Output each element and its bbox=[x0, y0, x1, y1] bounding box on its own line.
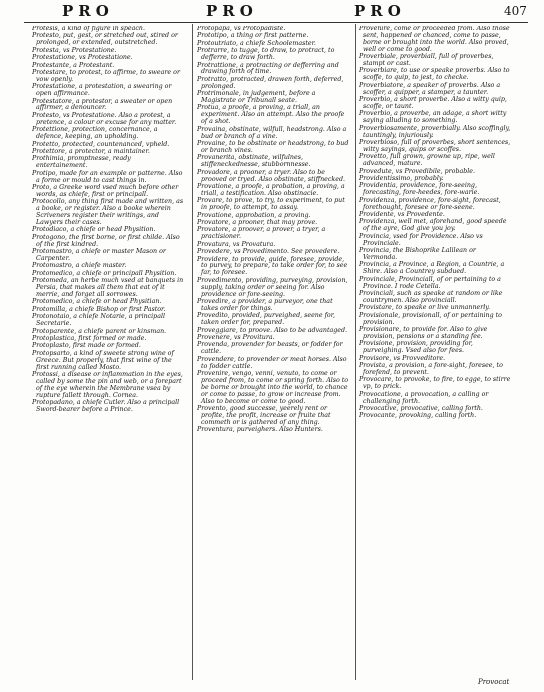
dictionary-entry: Provenere, vs Provitura. bbox=[197, 333, 275, 341]
entry-column-right bbox=[359, 26, 511, 684]
dictionary-entry: Protesta, vs Protestatione. bbox=[32, 46, 117, 54]
dictionary-entry: Provinciali, such as speake at random or like countrymen. Also provinciall. bbox=[359, 290, 503, 304]
dictionary-entry: Proverbiale, proverbiall, full of proverbes, stampt or cast. bbox=[359, 53, 494, 68]
column-divider bbox=[192, 24, 193, 680]
entry-column-left bbox=[32, 26, 184, 684]
dictionary-entry: Protestatore, a protestor, a sweater or open affirmer, a denouncer. bbox=[32, 97, 173, 112]
dictionary-entry: Proventura, purveighers. Also Hunters. bbox=[197, 426, 323, 434]
dictionary-entry: Proverbiare, to use or speake proverbs. Also to scoffe, to quip, to jest, to checke. bbox=[359, 67, 510, 82]
dictionary-entry: Protrimonale, in judgement, before a Magistrate or Tribunall seate. bbox=[197, 90, 316, 105]
dictionary-entry: Proverbiatore, a speaker of proverbs. Also a scoffer, a quipper, a stamper, a taunter. bbox=[359, 81, 501, 96]
dictionary-entry: Provanerita, obstinate, wilfulnes, stiffeneckednesse, stubbornnesse. bbox=[197, 154, 311, 169]
dictionary-entry: Proto, a Greeke word vsed much before other words, as chiefe, first or principall. bbox=[32, 183, 179, 198]
dictionary-entry: Providenza, providence, fore-sight, forecast, forethought, foresee or fore-seene. bbox=[359, 196, 501, 211]
dictionary-entry: Protestatione, vs Protestatione. bbox=[32, 54, 133, 62]
running-head-right: PRO bbox=[354, 2, 406, 20]
dictionary-entry: Protestatione, a protestation, a swearing or open affirmance. bbox=[32, 83, 172, 98]
dictionary-entry: Provaina, obstinate, wilfull, headstrong. Also a bud or branch of a vine. bbox=[197, 125, 347, 140]
dictionary-entry: Protomastro, a chiefe or master Mason or Carpenter. bbox=[32, 248, 166, 262]
dictionary-entry: Proverbioso, full of proverbes, short sentences, witty sayings, quips or scoffes. bbox=[359, 139, 511, 153]
dictionary-entry: Provatione, a proofe, a probation, a proving, a triall, a testification. Also obstinacie. bbox=[197, 182, 345, 197]
dictionary-entry: Provatione, approbation, a proving. bbox=[197, 211, 311, 219]
dictionary-entry: Provisione, provision, providing for, purveighing. Vsed also for fees. bbox=[359, 340, 473, 355]
dictionary-entry: Protestante, a Protestant. bbox=[32, 61, 115, 69]
dictionary-entry: Protogono, the first borne, or first childe. Also of the first kindred. bbox=[32, 233, 180, 248]
dictionary-entry: Protomedico, a chiefe or principall Physition. bbox=[32, 269, 177, 277]
dictionary-entry: Protoplastica, first formed or made. bbox=[32, 334, 147, 342]
entry-column-center bbox=[197, 26, 349, 684]
dictionary-entry: Protetto, protected, countenanced, vpheld. bbox=[32, 140, 170, 148]
dictionary-entry: Providenza, well met, aforehand, good speede of the ayre, God give you joy. bbox=[359, 218, 507, 233]
dictionary-entry: Prototipo, a thing or first patterne. bbox=[197, 32, 309, 40]
dictionary-entry: Protopsarto, a kind of sweete strong wine of Greece. But properly, that first wine of the first running called Mosto. bbox=[32, 349, 174, 371]
dictionary-entry: Provinciale, Provinciall, of or pertaining to a Province. I rode Cetella. bbox=[359, 275, 501, 290]
dictionary-entry: Protesis, a kind of figure in speach. bbox=[32, 26, 145, 32]
dictionary-entry: Provatura, vs Provatura. bbox=[197, 240, 276, 248]
dictionary-entry: Protonotaio, a chiefe Notarie, a principall Secretarie. bbox=[32, 313, 165, 328]
dictionary-entry: Provedire, a provider, a purveyor, one that takes order for things. bbox=[197, 297, 333, 312]
dictionary-entry: Provaine, to be obstinate or headstrong, to bud or branch vines. bbox=[197, 140, 349, 154]
dictionary-entry: Provadore, a prooner, a tryer. Also to be prooved or tryed. Also obstinate, stiffnecked. bbox=[197, 168, 345, 183]
dictionary-entry: Providentia, providence, fore-seeing, forecasting, fore-heedes, fore-warie. bbox=[359, 182, 480, 197]
dictionary-entry: Provatore, a prooner, that may prove. bbox=[197, 218, 318, 226]
dictionary-entry: Protomastro, a chiefe master. bbox=[32, 262, 127, 270]
dictionary-entry: Protopadano, a chiefe Cutler. Also a principall Sword-bearer before a Prince. bbox=[32, 399, 180, 414]
dictionary-entry: Provocante, provoking, calling forth. bbox=[359, 412, 477, 420]
running-head-center: PRO bbox=[206, 2, 258, 20]
dictionary-entry: Protratto, protracted, drawen forth, deferred, prolonged. bbox=[197, 75, 344, 90]
dictionary-entry: Protrattione, a protracting or defferring and drawing forth of time. bbox=[197, 61, 339, 76]
dictionary-entry: Protettione, protection, concernance, a defence, keeping, an upholding. bbox=[32, 126, 158, 141]
dictionary-entry: Provincia, vsed for Providence. Also vs Provinciale. bbox=[359, 232, 483, 247]
dictionary-entry: Protrarre, to tugge, to draw, to protract, to defferre, to draw forth. bbox=[197, 47, 335, 62]
dictionary-entry: Protomilla, a chiefe Bishop or first Pastor. bbox=[32, 305, 166, 313]
dictionary-entry: Provista, a provision, a fore-sight, foresee, to forefend, to prevent. bbox=[359, 362, 503, 376]
dictionary-entry: Proverbio, a proverbe, an adage, a short witty saying alluding to something. bbox=[359, 110, 507, 125]
dictionary-entry: Protoplasto, first made or formed. bbox=[32, 342, 141, 350]
header-rule bbox=[24, 22, 528, 23]
dictionary-entry: Provatore, a proover, a prover, a tryer, a practisioner. bbox=[197, 226, 326, 241]
dictionary-entry: Protua, a proofe, a proving, a triall, an experiment. Also an attempt. Also the proofe of a shot. bbox=[197, 104, 345, 126]
column-divider bbox=[355, 24, 356, 680]
dictionary-entry: Protocollo, any thing first made and written, as a booke, or register. Also a booke wherein Scriveners register their writings, and Lawyers their cases. bbox=[32, 198, 184, 226]
dictionary-entry: Provenire, come or proceeded from. Also those sent, happened or chanced, come to passe, borne or brought into the world. Also proved, well or come to good. bbox=[359, 26, 510, 53]
dictionary-entry: Proverbio, a short proverbe. Also a witty quip, scoffe, or taunt. bbox=[359, 96, 507, 110]
running-head-left: PRO bbox=[62, 2, 114, 20]
dictionary-entry: Protomedico, a chiefe or head Physitian. bbox=[32, 298, 162, 306]
dictionary-entry: Provocatione, a provocation, a calling or challenging forth. bbox=[359, 390, 489, 405]
dictionary-entry: Providere, to provide, guide, foresee, provide, to purvey, to prepare, to take order for, to see far, to foresee. bbox=[197, 255, 348, 277]
dictionary-entry: Protoutriato, a chiefe Schoolemaster. bbox=[197, 39, 316, 47]
dictionary-entry: Provento, good successe, yeerely rent or profite, the profit, increase or fruite that commeth or is gathered of any thing. bbox=[197, 405, 331, 426]
dictionary-entry: Provedere, vs Provedimento. See provedere. bbox=[197, 248, 340, 256]
dictionary-entry: Protettore, a protector, a maintainer. bbox=[32, 147, 150, 155]
dictionary-entry: Provincia, a Province, a Region, a Countrie, a Shire. Also a Countrey subdued. bbox=[359, 261, 505, 276]
catchword: Provocat bbox=[478, 678, 510, 686]
dictionary-entry: Provisore, vs Provveditore. bbox=[359, 354, 446, 362]
dictionary-entry: Proverbiosamente, proverbially. Also scoffingly, tauntingly, injuriously. bbox=[359, 124, 511, 139]
dictionary-entry: Protipo, made for an example or patterne. Also a forme or mould to cast things in. bbox=[32, 169, 183, 184]
dictionary-entry: Provisionale, provisionall, of or pertaining to provision. bbox=[359, 311, 502, 326]
dictionary-entry: Prothimia, promptnesse, ready entertainement. bbox=[32, 155, 131, 170]
dictionary-entry: Protomeda, an herbe much vsed at banquets in Persia, that makes all them that eat of it merrie, and forget all sorrowes. bbox=[32, 277, 184, 299]
dictionary-entry: Protesto, put, gest, or stretched out, stired or prolonged, or extended, outstretched. bbox=[32, 32, 178, 47]
dictionary-entry: Provenire, vengo, venni, venuto, to come or proceed from, to come or spring forth. Also to be borne or brought into the world, to chance or come to passe, to grow or increase from. Also to become or come to good. bbox=[197, 370, 349, 405]
dictionary-entry: Providente, vs Provedente. bbox=[359, 211, 445, 219]
dictionary-entry: Provocare, to provoke, to fire, to egge, to stirre vp, to prick. bbox=[359, 376, 511, 391]
dictionary-entry: Provocative, provocative, calling forth. bbox=[359, 405, 483, 413]
dictionary-entry: Proveggiare, to proove. Also to be advantaged. bbox=[197, 326, 348, 334]
dictionary-entry: Provedute, vs Provedibile, probable. bbox=[359, 167, 476, 175]
dictionary-entry: Provenda, provender for beasts, or fodder for cattle. bbox=[197, 341, 343, 356]
dictionary-entry: Protopapa, vs Protopadiste. bbox=[197, 26, 286, 32]
dictionary-entry: Provincia, the Bishoprike Lalilean or Vermonda. bbox=[359, 247, 476, 261]
page-number: 407 bbox=[504, 4, 527, 18]
dictionary-entry: Protestare, to protest, to affirme, to sweare or vow openly. bbox=[32, 68, 180, 83]
dictionary-entry: Protoparente, a chiefe parent or kinsman. bbox=[32, 327, 167, 335]
dictionary-entry: Protossi, a disease or inflammation in the eyes, called by some the pin and web, or a forepart of the eye wherein the Membrane vsea by rupture fallett through. Cornea. bbox=[32, 371, 183, 399]
dictionary-entry: Protesto, vs Protestatione. Also a protest, a pretence, a colour or excuse for any matter. bbox=[32, 111, 177, 126]
dictionary-entry: Provetto, full grown, growne up, ripe, well advanced, mature. bbox=[359, 153, 495, 168]
dictionary-entry: Provisionare, to provide for. Also to give provision, pensions or a standing fee. bbox=[359, 326, 488, 340]
dictionary-entry: Providentissimo, probably. bbox=[359, 175, 444, 183]
dictionary-entry: Protodiaco, a chiefe or head Physition. bbox=[32, 226, 156, 234]
dictionary-entry: Provedimento, providing, purveying, provision, supply, taking order or seeing for. Also providence or fore-seeing. bbox=[197, 276, 348, 298]
dictionary-entry: Provare, to prove, to try, to experiment, to put in proofe, to attempt, to assay. bbox=[197, 197, 345, 212]
dictionary-entry: Provistare, to speake or live unmannerly. bbox=[359, 304, 491, 312]
dictionary-entry: Provendere, to provender or meat horses. Also to fodder cattle. bbox=[197, 355, 347, 370]
dictionary-entry: Provedito, provided, purveighed, seene for, taken order for, prepared. bbox=[197, 312, 336, 327]
